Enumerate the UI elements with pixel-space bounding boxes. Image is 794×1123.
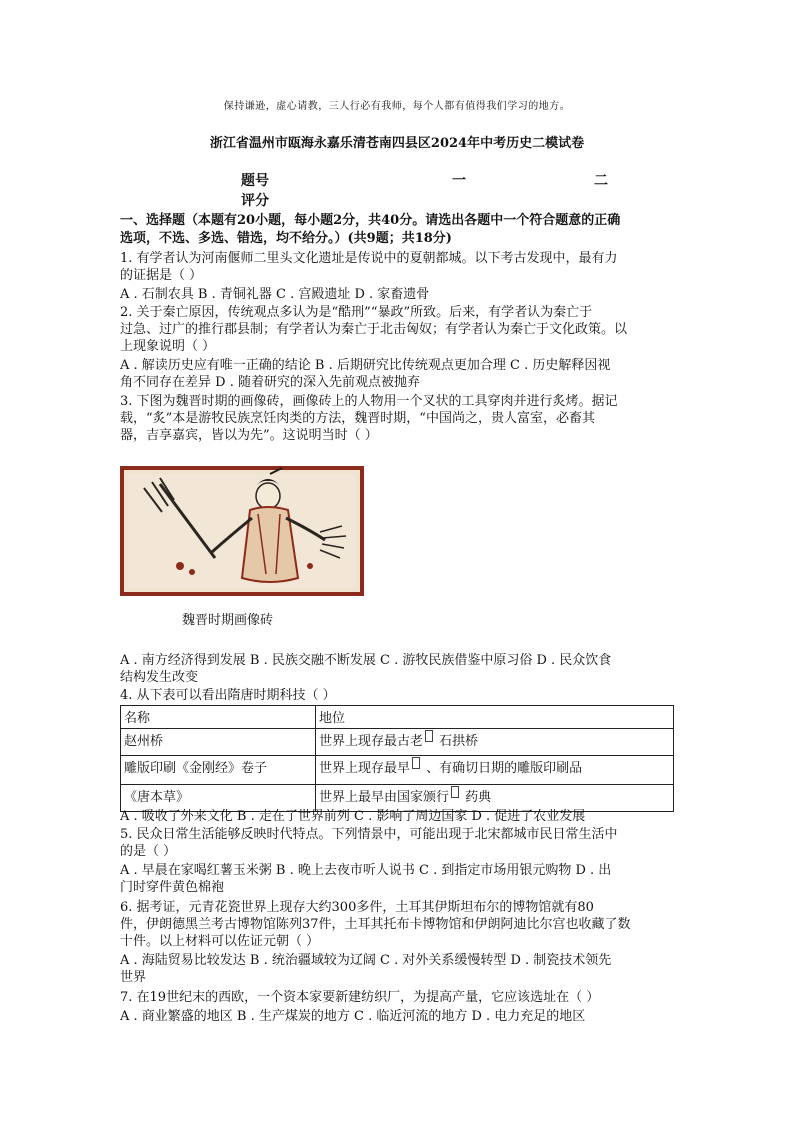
status-text: 药典 xyxy=(461,790,492,805)
score-col-2: 二 xyxy=(594,173,608,189)
q4-stem: 4. 从下表可以看出隋唐时期科技（ ） xyxy=(120,688,336,703)
q6-stem-line3: 十件。以上材料可以佐证元朝（ ） xyxy=(120,934,320,949)
q5-options-line1: A . 早晨在家喝红薯玉米粥 B . 晚上去夜市听人说书 C . 到指定市场用银元购物 D . 出 xyxy=(120,863,612,878)
status-text: 世界上最早由国家颁行 xyxy=(319,790,450,805)
q2-stem-line1: 2. 关于秦亡原因，传统观点多认为是“酷刑”“暴政”所致。后来，有学者认为秦亡于 xyxy=(120,305,593,320)
table-cell-status xyxy=(316,729,674,756)
table-cell-name: 赵州桥 xyxy=(121,729,316,756)
q5-options-line2: 门时穿件黄色棉袍 xyxy=(120,880,225,895)
q1-stem-line1: 1. 有学者认为河南偃师二里头文化遗址是传说中的夏朝都城。以下考古发现中，最有力 xyxy=(120,251,618,266)
q3-options-line2: 结构发生改变 xyxy=(120,670,199,685)
q3-stem-line2: 载，“炙”本是游牧民族烹饪肉类的方法，魏晋时期，“中国尚之，贵人富室，必畜其 xyxy=(120,411,595,426)
q2-options-line2: 角不同存在差异 D . 随着研究的深入先前观点被抛弃 xyxy=(120,375,420,390)
table-header-row xyxy=(121,706,674,729)
table-row xyxy=(121,729,674,756)
q7-stem: 7. 在19世纪末的西欧，一个资本家要新建纺织厂，为提高产量，它应该选址在（ ） xyxy=(120,990,600,1005)
missing-glyph-box xyxy=(425,730,433,742)
table-cell-name: 《唐本草》 xyxy=(121,785,316,812)
q3-stem-line3: 器，吉享嘉宾，皆以为先”。这说明当时（ ） xyxy=(120,428,378,443)
q5-stem-line1: 5. 民众日常生活能够反映时代特点。下列情景中，可能出现于北宋都城市民日常生活中 xyxy=(120,827,618,842)
table-cell-name: 雕版印刷《金刚经》卷子 xyxy=(121,756,316,785)
q6-stem-line2: 件，伊朗德黑兰考古博物馆陈列37件，土耳其托布卡博物馆和伊朗阿迪比尔宫也收藏了数 xyxy=(120,917,631,932)
status-text: 石拱桥 xyxy=(435,734,479,749)
q7-options: A . 商业繁盛的地区 B . 生产煤炭的地方 C . 临近河流的地方 D . 电力充足的地区 xyxy=(120,1009,586,1024)
q2-stem-line2: 过急、过广的推行郡县制；有学者认为秦亡于北击匈奴；有学者认为秦亡于文化政策。以 xyxy=(120,322,628,337)
q6-options-line1: A . 海陆贸易比较发达 B . 统治疆域较为辽阔 C . 对外关系缓慢转型 D . 制瓷技术领先 xyxy=(120,953,612,968)
exam-title: 浙江省温州市瓯海永嘉乐清苍南四县区2024年中考历史二模试卷 xyxy=(209,136,585,151)
brick-painting-illustration xyxy=(120,466,364,596)
missing-glyph-box xyxy=(412,757,420,769)
q4-tech-table xyxy=(120,705,674,812)
score-row-label: 评分 xyxy=(241,193,269,209)
q6-options-line2: 世界 xyxy=(120,970,147,985)
q1-stem-line2: 的证据是（ ） xyxy=(120,268,203,283)
q2-options-line1: A . 解读历史应有唯一正确的结论 B . 后期研究比传统观点更加合理 C . 历史解释因视 xyxy=(120,358,611,373)
section-heading-line2: 选项，不选、多选、错选，均不给分。）(共9题；共18分) xyxy=(120,231,452,246)
table-row xyxy=(121,756,674,785)
score-col-1: 一 xyxy=(452,173,466,189)
status-text: 、有确切日期的雕版印刷品 xyxy=(422,761,583,776)
section-heading-line1: 一、选择题（本题有20小题，每小题2分，共40分。请选出各题中一个符合题意的正确 xyxy=(120,213,621,228)
status-text: 世界上现存最古老 xyxy=(319,734,424,749)
q1-options: A . 石制农具 B . 青铜礼器 C . 宫殿遗址 D . 家畜遗骨 xyxy=(120,287,430,302)
q3-stem-line1: 3. 下图为魏晋时期的画像砖，画像砖上的人物用一个叉状的工具穿肉并进行炙烤。据记 xyxy=(120,394,618,409)
table-header-status: 地位 xyxy=(316,706,674,729)
brick-caption: 魏晋时期画像砖 xyxy=(182,613,274,628)
q2-stem-line3: 上现象说明（ ） xyxy=(120,339,216,354)
q6-stem-line1: 6. 据考证，元青花瓷世界上现存大约300多件，土耳其伊斯坦布尔的博物馆就有80 xyxy=(120,900,594,915)
table-header-name: 名称 xyxy=(121,706,316,729)
q3-options-line1: A . 南方经济得到发展 B . 民族交融不断发展 C . 游牧民族借鉴中原习俗 D . 民众饮食 xyxy=(120,653,612,668)
missing-glyph-box xyxy=(451,786,459,798)
header-motto: 保持谦逊，虚心请教，三人行必有我师，每个人都有值得我们学习的地方。 xyxy=(223,101,571,112)
q4-options: A . 吸收了外来文化 B . 走在了世界前列 C . 影响了周边国家 D . 促进了农业发展 xyxy=(120,809,586,824)
wei-jin-brick-painting xyxy=(120,466,364,596)
table-cell-status xyxy=(316,756,674,785)
q5-stem-line2: 的是（ ） xyxy=(120,844,177,859)
score-col-label: 题号 xyxy=(241,173,269,189)
status-text: 世界上现存最早 xyxy=(319,761,411,776)
